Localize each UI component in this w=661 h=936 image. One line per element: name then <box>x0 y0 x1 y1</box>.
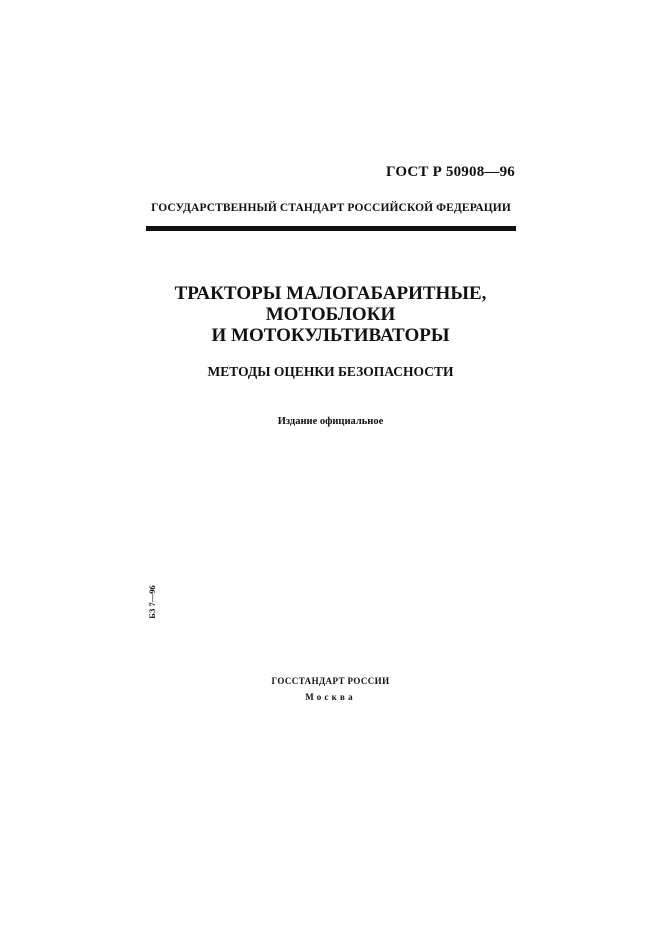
publisher-city: Москва <box>305 692 356 702</box>
state-standard-heading: ГОСУДАРСТВЕННЫЙ СТАНДАРТ РОССИЙСКОЙ ФЕДЕРАЦИИ <box>151 202 511 214</box>
edition-note: Издание официальное <box>277 416 384 427</box>
document-subtitle: МЕТОДЫ ОЦЕНКИ БЕЗОПАСНОСТИ <box>207 364 454 379</box>
title-line-3: И МОТОКУЛЬТИВАТОРЫ <box>211 325 450 346</box>
standard-number: ГОСТ Р 50908—96 <box>385 164 515 180</box>
title-line-1: ТРАКТОРЫ МАЛОГАБАРИТНЫЕ, <box>174 283 487 304</box>
side-code: БЗ 7—96 <box>147 585 157 619</box>
publisher-name: ГОССТАНДАРТ РОССИИ <box>271 676 390 686</box>
title-line-2: МОТОБЛОКИ <box>265 304 396 325</box>
document-title <box>100 283 561 346</box>
header-rule <box>146 226 516 231</box>
